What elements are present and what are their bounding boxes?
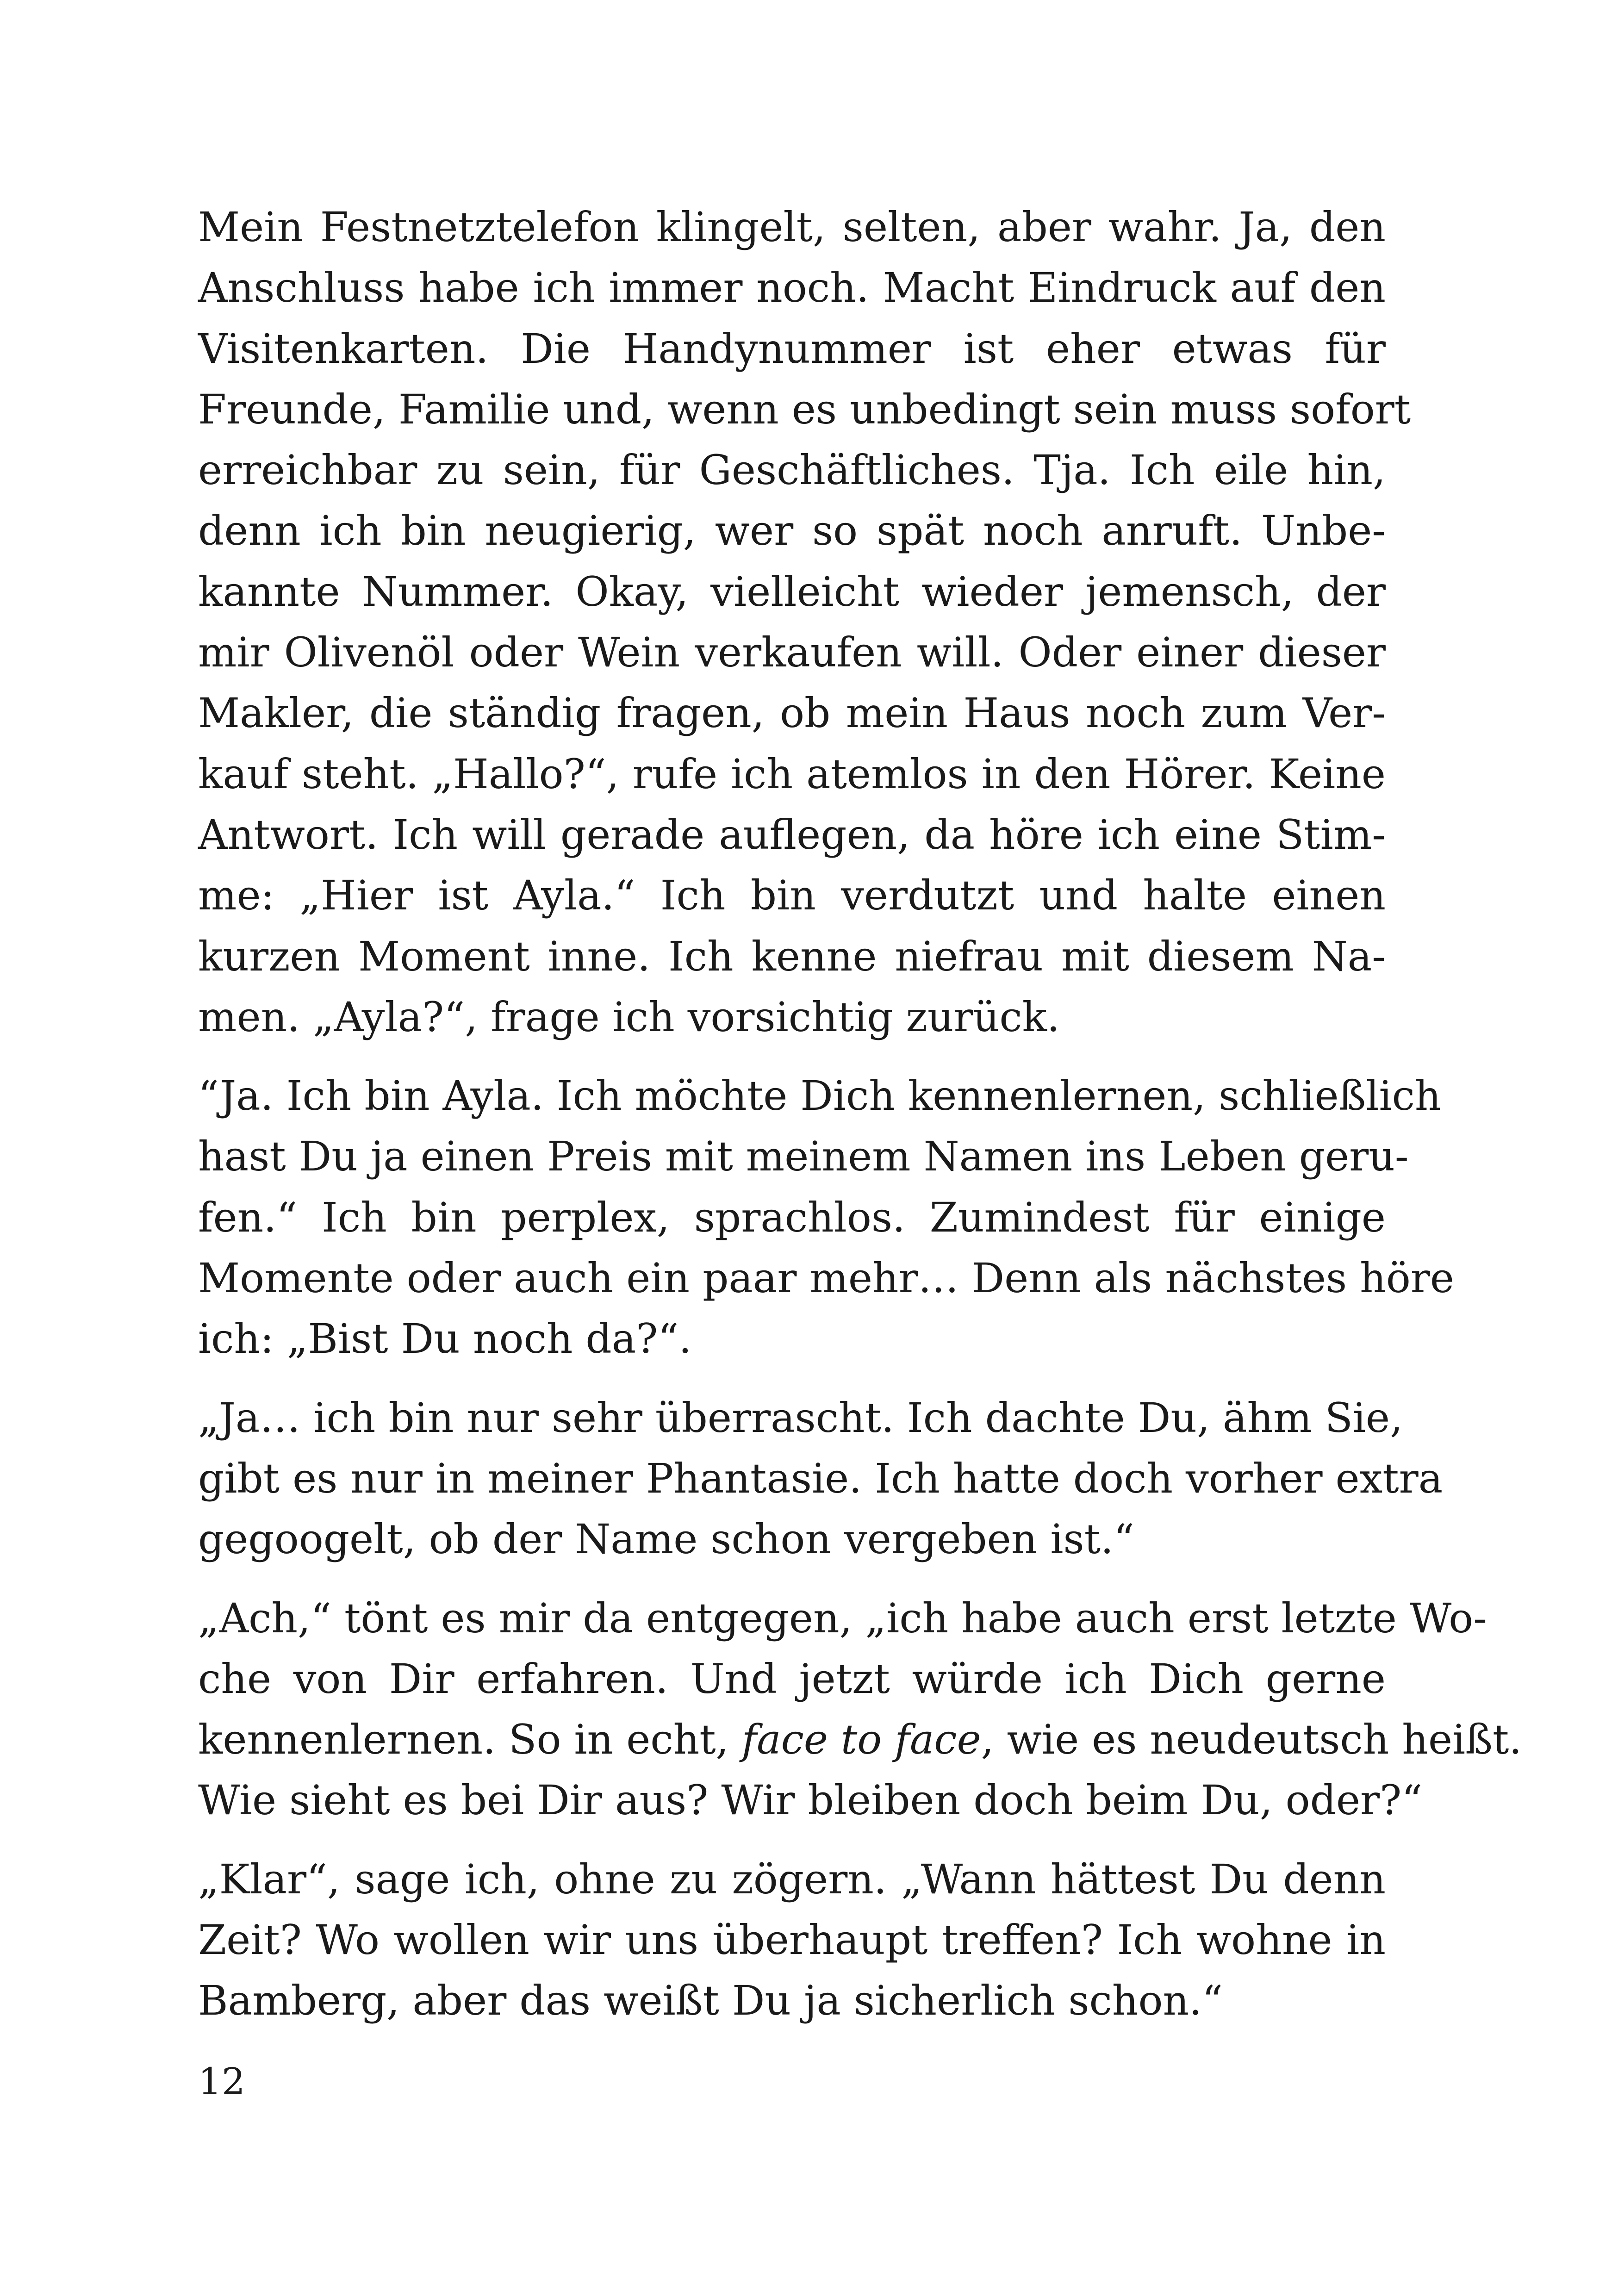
text-line [198,1709,1522,1770]
paragraph [198,1388,1443,1570]
text-line: erreichbar zu sein, für Geschäftliches. Tja. Ich eile hin, [198,446,1386,494]
text-line: „Ach,“ tönt es mir da entgegen, „ich habe auch erst letzte Wo- [198,1594,1487,1642]
text-line: Mein Festnetztelefon klingelt, selten, aber wahr. Ja, den [198,203,1386,251]
text-line: kannte Nummer. Okay, vielleicht wieder jemensch, der [198,567,1386,616]
paragraph [198,1849,1386,2031]
text-line: ich: „Bist Du noch da?“. [198,1315,692,1363]
text-line: Momente oder auch ein paar mehr… Denn als nächstes höre [198,1254,1454,1302]
text-line: Makler, die ständig fragen, ob mein Haus noch zum Ver- [198,689,1386,737]
text-line: hast Du ja einen Preis mit meinem Namen ins Leben geru- [198,1132,1409,1181]
text-line: gibt es nur in meiner Phantasie. Ich hatte doch vorher extra [198,1454,1443,1502]
paragraph [198,197,1411,1047]
text-run: , wie es neudeutsch heißt. [981,1716,1522,1764]
text-line: me: „Hier ist Ayla.“ Ich bin verdutzt und halte einen [198,871,1386,920]
text-line: Visitenkarten. Die Handynummer ist eher etwas für [198,324,1386,373]
body-text [198,197,1522,2031]
text-line: kurzen Moment inne. Ich kenne niefrau mit diesem Na- [198,932,1386,980]
text-line: gegoogelt, ob der Name schon vergeben ist.“ [198,1515,1134,1563]
text-line: Bamberg, aber das weißt Du ja sicherlich schon.“ [198,1977,1223,2025]
text-line: Wie sieht es bei Dir aus? Wir bleiben doch beim Du, oder?“ [198,1776,1423,1824]
text-line: Freunde, Familie und, wenn es unbedingt sein muss sofort [198,385,1411,433]
text-line: Zeit? Wo wollen wir uns überhaupt treffen? Ich wohne in [198,1916,1386,1964]
text-line: men. „Ayla?“, frage ich vorsichtig zurück. [198,993,1060,1041]
text-line: fen.“ Ich bin perplex, sprachlos. Zumindest für einige [198,1193,1386,1241]
page-number: 12 [198,2060,245,2103]
text-line: mir Olivenöl oder Wein verkaufen will. Oder einer dieser [198,628,1386,677]
text-line: che von Dir erfahren. Und jetzt würde ich Dich gerne [198,1655,1386,1703]
text-run: kennenlernen. So in echt, [198,1716,742,1764]
text-line: Antwort. Ich will gerade auflegen, da höre ich eine Stim- [198,810,1386,859]
paragraph [198,1588,1522,1831]
text-line: denn ich bin neugierig, wer so spät noch anruft. Unbe- [198,507,1386,555]
text-line: kauf steht. „Hallo?“, rufe ich atemlos in den Hörer. Keine [198,750,1386,798]
paragraph [198,1065,1454,1369]
text-line: “Ja. Ich bin Ayla. Ich möchte Dich kennenlernen, schließlich [198,1072,1441,1120]
text-line: „Klar“, sage ich, ohne zu zögern. „Wann hättest Du denn [198,1855,1386,1903]
italic-phrase: face to face [741,1716,981,1764]
text-line: „Ja… ich bin nur sehr überrascht. Ich dachte Du, ähm Sie, [198,1394,1403,1442]
text-line: Anschluss habe ich immer noch. Macht Eindruck auf den [198,264,1386,312]
